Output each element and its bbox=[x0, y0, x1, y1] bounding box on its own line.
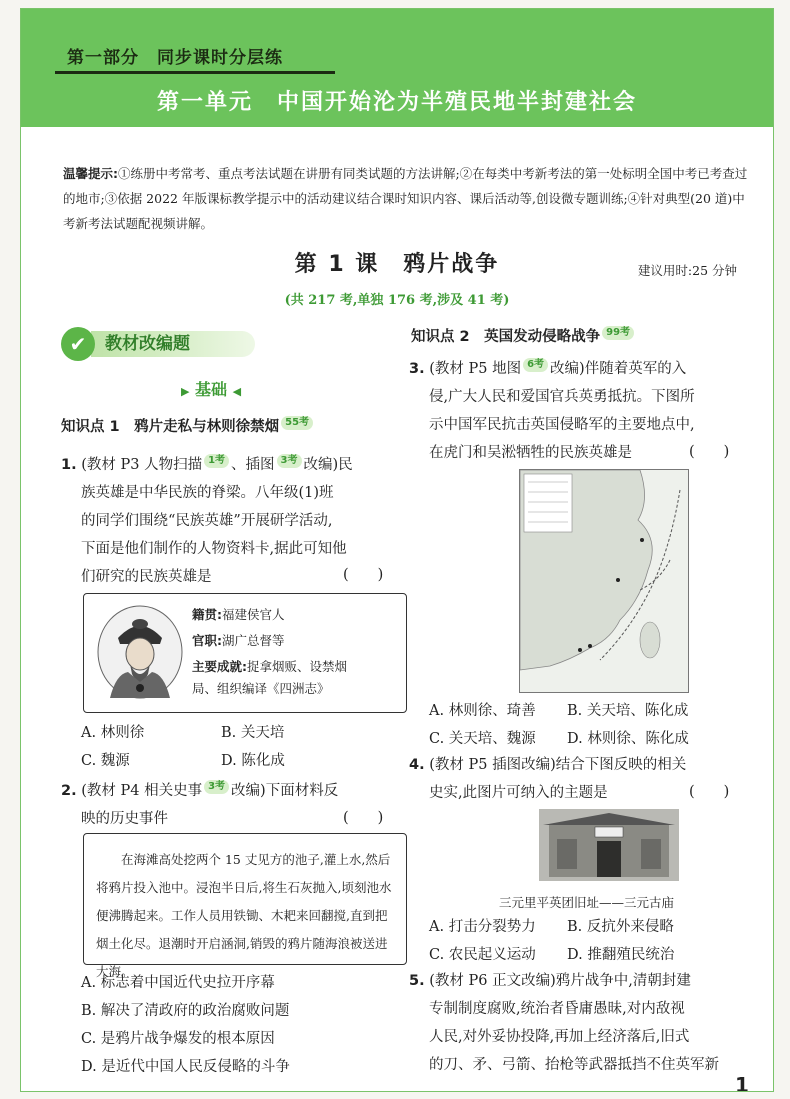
q2-option-d[interactable]: D. 是近代中国人民反侵略的斗争 bbox=[81, 1059, 290, 1075]
question-5 bbox=[409, 967, 759, 1079]
part-title: 第一部分 同步课时分层练 bbox=[67, 48, 283, 68]
q4-option-d[interactable]: D. 推翻殖民统治 bbox=[567, 947, 675, 963]
tip-paragraph bbox=[63, 161, 753, 236]
q2-text-post: 改编)下面材料反 bbox=[231, 783, 339, 799]
card-office bbox=[192, 630, 285, 652]
q3-number: 3. bbox=[409, 361, 425, 377]
war-map-image bbox=[519, 469, 689, 693]
q3-line2: 侵,广大人民和爱国官兵英勇抵抗。下图所 bbox=[429, 389, 695, 405]
portrait-image bbox=[96, 604, 184, 700]
q1-tag1: 1考 bbox=[204, 454, 229, 468]
card-achievement-key: 主要成就: bbox=[192, 659, 247, 674]
q1-option-c[interactable]: C. 魏源 bbox=[81, 753, 130, 769]
knowledge-point-1 bbox=[61, 415, 315, 436]
q1-line4: 下面是他们制作的人物资料卡,据此可知他 bbox=[81, 541, 347, 557]
q2-option-b[interactable]: B. 解决了清政府的政治腐败问题 bbox=[81, 1003, 290, 1019]
quote-box bbox=[83, 833, 407, 979]
q3-line3: 示中国军民抗击英国侵略军的主要地点中, bbox=[429, 417, 695, 433]
q5-line3: 人民,对外妥协投降,再加上经济落后,旧式 bbox=[429, 1029, 690, 1045]
lesson-title: 第 1 课 鸦片战争 bbox=[294, 252, 500, 277]
photo-caption: 三元里平英团旧址——三元古庙 bbox=[499, 895, 675, 910]
profile-card bbox=[83, 593, 407, 713]
q1-option-a[interactable]: A. 林则徐 bbox=[81, 725, 145, 741]
card-office-value: 湖广总督等 bbox=[222, 633, 285, 648]
quote-text: 在海滩高处挖两个 15 丈见方的池子,灌上水,然后将鸦片投入池中。浸泡半日后,将生石灰抛入,顷刻池水便沸腾起来。工作人员用铁锄、木耙来回翻搅,直到把烟土化尽。退潮时开启涵洞,销毁的鸦片随海浪被送进大海。 bbox=[96, 852, 392, 979]
q4-line2: 史实,此图片可纳入的主题是 bbox=[429, 785, 608, 801]
q3-option-c[interactable]: C. 关天培、魏源 bbox=[429, 731, 536, 747]
q5-text: (教材 P6 正文改编)鸦片战争中,清朝封建 bbox=[429, 973, 691, 989]
kp2-tag: 99考 bbox=[602, 326, 634, 340]
card-origin-value: 福建侯官人 bbox=[222, 607, 285, 622]
suggested-time: 建议用时:25 分钟 bbox=[637, 263, 737, 278]
q1-option-b[interactable]: B. 关天培 bbox=[221, 725, 285, 741]
q2-tag: 3考 bbox=[204, 780, 229, 794]
card-office-key: 官职: bbox=[192, 633, 222, 648]
q2-option-c[interactable]: C. 是鸦片战争爆发的根本原因 bbox=[81, 1031, 275, 1047]
exam-stat: (共 217 考,单独 176 考,涉及 41 考) bbox=[284, 293, 510, 308]
q4-number: 4. bbox=[409, 757, 425, 773]
q3-line4: 在虎门和吴淞牺牲的民族英雄是 bbox=[429, 445, 632, 461]
q4-text: (教材 P5 插图改编)结合下图反映的相关 bbox=[429, 757, 687, 773]
q2-option-a[interactable]: A. 标志着中国近代史拉开序幕 bbox=[81, 975, 275, 991]
q1-text-post: 改编)民 bbox=[303, 457, 353, 473]
q3-text-post: 改编)伴随着英军的入 bbox=[550, 361, 687, 377]
q4-option-c[interactable]: C. 农民起义运动 bbox=[429, 947, 536, 963]
q1-text-pre: (教材 P3 人物扫描 bbox=[81, 457, 203, 473]
q1-line2: 族英雄是中华民族的脊梁。八年级(1)班 bbox=[81, 485, 334, 501]
q4-option-b[interactable]: B. 反抗外来侵略 bbox=[567, 919, 674, 935]
part-title-underline bbox=[55, 71, 335, 74]
q3-option-a[interactable]: A. 林则徐、琦善 bbox=[429, 703, 536, 719]
kp1-tag: 55考 bbox=[281, 416, 313, 430]
q1-tag2: 3考 bbox=[277, 454, 302, 468]
q3-option-b[interactable]: B. 关天培、陈化成 bbox=[567, 703, 689, 719]
q5-line2: 专制制度腐败,统治者昏庸愚昧,对内敌视 bbox=[429, 1001, 685, 1017]
q3-text-pre: (教材 P5 地图 bbox=[429, 361, 522, 377]
unit-title: 第一单元 中国开始沦为半殖民地半封建社会 bbox=[156, 90, 637, 115]
section-label: 教材改编题 bbox=[91, 331, 255, 357]
q3-option-d[interactable]: D. 林则徐、陈化成 bbox=[567, 731, 689, 747]
kp1-title: 知识点 1 鸦片走私与林则徐禁烟 bbox=[61, 419, 280, 435]
q3-answer-bracket[interactable]: ( ) bbox=[689, 444, 730, 460]
q1-text-mid: 、插图 bbox=[231, 457, 275, 473]
q1-answer-bracket[interactable]: ( ) bbox=[343, 567, 384, 583]
q1-line3: 的同学们围绕“民族英雄”开展研学活动, bbox=[81, 513, 333, 529]
tip-label: 温馨提示: bbox=[63, 166, 118, 181]
q5-number: 5. bbox=[409, 973, 425, 989]
q1-line5: 们研究的民族英雄是 bbox=[81, 569, 212, 585]
page-number: 1 bbox=[735, 1073, 749, 1092]
q4-answer-bracket[interactable]: ( ) bbox=[689, 784, 730, 800]
basic-label: 基础 bbox=[195, 380, 228, 399]
q2-answer-bracket[interactable]: ( ) bbox=[343, 810, 384, 826]
kp2-title: 知识点 2 英国发动侵略战争 bbox=[411, 329, 601, 345]
q1-option-d[interactable]: D. 陈化成 bbox=[221, 753, 285, 769]
section-heading bbox=[61, 327, 361, 361]
q2-text-pre: (教材 P4 相关史事 bbox=[81, 783, 203, 799]
q5-line4: 的刀、矛、弓箭、抬枪等武器抵挡不住英军新 bbox=[429, 1057, 719, 1073]
card-origin-key: 籍贯: bbox=[192, 607, 222, 622]
page bbox=[20, 8, 774, 1092]
basic-heading bbox=[181, 377, 241, 400]
q2-number: 2. bbox=[61, 783, 77, 799]
q2-line2: 映的历史事件 bbox=[81, 811, 168, 827]
temple-photo bbox=[539, 809, 679, 881]
triangle-right-icon: ▶ bbox=[181, 385, 190, 398]
card-origin bbox=[192, 604, 285, 626]
card-achievement-value: 捉拿烟贩、设禁烟 bbox=[247, 659, 348, 674]
card-achievement bbox=[192, 656, 347, 678]
q4-option-a[interactable]: A. 打击分裂势力 bbox=[429, 919, 536, 935]
card-achievement-cont: 局、组织编译《四洲志》 bbox=[192, 681, 330, 696]
q1-number: 1. bbox=[61, 457, 77, 473]
triangle-left-icon: ◀ bbox=[232, 385, 242, 398]
check-icon: ✔ bbox=[61, 327, 95, 361]
knowledge-point-2 bbox=[411, 325, 636, 346]
tip-text: ①练册中考常考、重点考法试题在讲册有同类试题的方法讲解;②在每类中考新考法的第一处标明全国中考已考查过的地市;③依据 2022 年版课标教学提示中的活动建议结合课时知识内容、课后活动等,创设微专题训练;④针对典型(20 道)中考新考法试题配视频讲解。 bbox=[63, 166, 748, 231]
q3-tag: 6考 bbox=[523, 358, 548, 372]
